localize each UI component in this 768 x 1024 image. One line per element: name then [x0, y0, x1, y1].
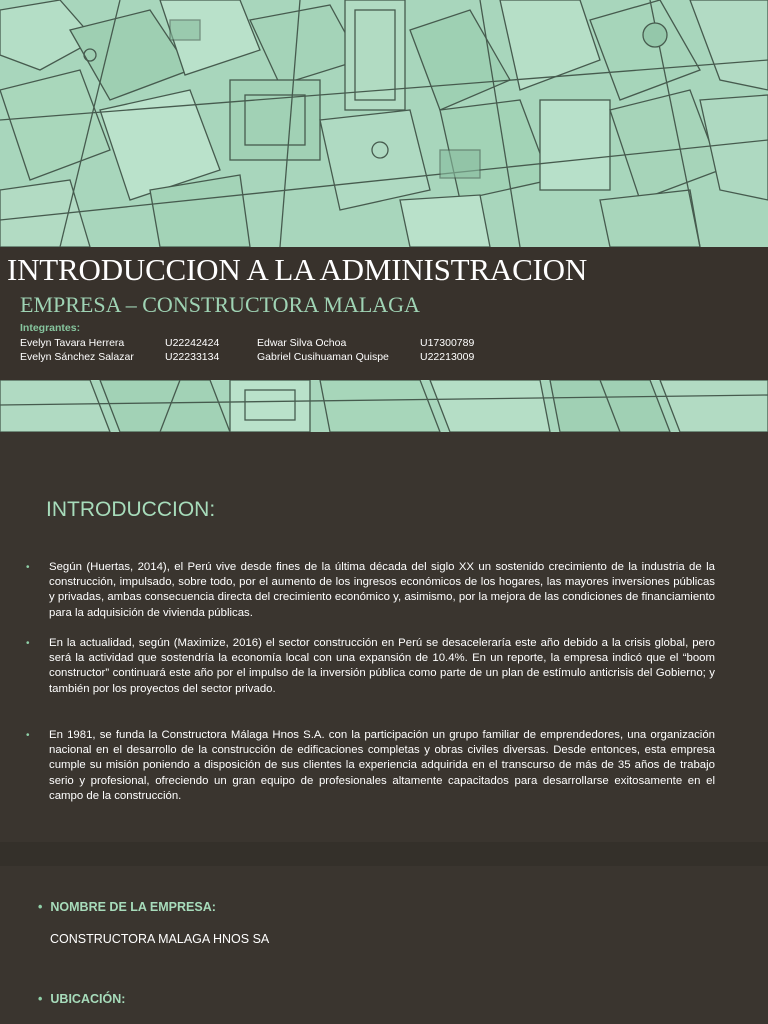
- location-heading: [38, 992, 125, 1006]
- paragraph-text: En 1981, se funda la Constructora Málaga Hnos S.A. con la participación un grupo familiar de emprendedores, una organización nacional en el desarrollo de la construcción de edificaciones completas y obras civiles diversas. Desde entonces, esta empresa cumple su misión poniendo a disposición de sus clientes la experiencia adquirida en el transcurso de más de 35 años de trabajo serio y profesional, ofreciendo un gran equipo de profesionales altamente capacitados para desarrollarse exitosamente en el campo de la construcción.: [49, 729, 715, 802]
- member-name: Evelyn Tavara Herrera: [20, 337, 125, 349]
- company-name-value: CONSTRUCTORA MALAGA HNOS SA: [50, 932, 270, 946]
- paragraph-item: [26, 636, 715, 697]
- member-code: U22242424: [165, 337, 220, 349]
- member-code: U22213009: [420, 351, 475, 363]
- member-name: Edwar Silva Ochoa: [257, 337, 347, 349]
- paragraph-item: [26, 728, 715, 804]
- company-subtitle: EMPRESA – CONSTRUCTORA MALAGA: [20, 292, 420, 317]
- page-title: INTRODUCCION A LA ADMINISTRACION: [7, 252, 588, 287]
- member-name: Evelyn Sánchez Salazar: [20, 351, 134, 363]
- introduction-slide: [0, 432, 768, 842]
- company-name-heading: [38, 900, 216, 914]
- introduction-heading: INTRODUCCION:: [46, 498, 216, 521]
- heading-text: UBICACIÓN:: [50, 992, 126, 1006]
- heading-text: NOMBRE DE LA EMPRESA:: [50, 900, 216, 914]
- paragraph-text: En la actualidad, según (Maximize, 2016) el sector construcción en Perú se desaceleraría este año debido a la crisis global, pero será la actividad que sostendría la economía local con una expansión de 10.4%. En un reporte, la empresa indicó que el “boom constructor” continuará este año por el impulso de la inversión pública como parte de un plan de estímulo anticrisis del Gobierno; y también por los proyectos del sector privado.: [49, 637, 715, 695]
- bullet-icon: •: [26, 562, 30, 573]
- paragraph-item: [26, 560, 715, 621]
- slide-divider: [0, 842, 768, 866]
- members-label: Integrantes:: [20, 322, 81, 334]
- member-name: Gabriel Cusihuaman Quispe: [257, 351, 389, 363]
- member-code: U17300789: [420, 337, 475, 349]
- bullet-icon: •: [26, 638, 30, 649]
- cover-slide: [0, 0, 768, 432]
- bullet-icon: •: [26, 730, 30, 741]
- member-code: U22233134: [165, 351, 220, 363]
- paragraph-text: Según (Huertas, 2014), el Perú vive desde fines de la última década del siglo XX un sostenido crecimiento de la industria de la construcción, impulsado, sobre todo, por el aumento de los ingresos económicos de los hogares, las mayores inversiones públicas y privadas, ambas consecuencia directa del crecimiento económico y, asimismo, por la mejora de las condiciones de financiamiento para la adquisición de vivienda públicas.: [49, 561, 715, 619]
- bullet-icon: •: [38, 992, 43, 1006]
- bullet-icon: •: [38, 900, 43, 914]
- company-info-slide: [0, 866, 768, 1024]
